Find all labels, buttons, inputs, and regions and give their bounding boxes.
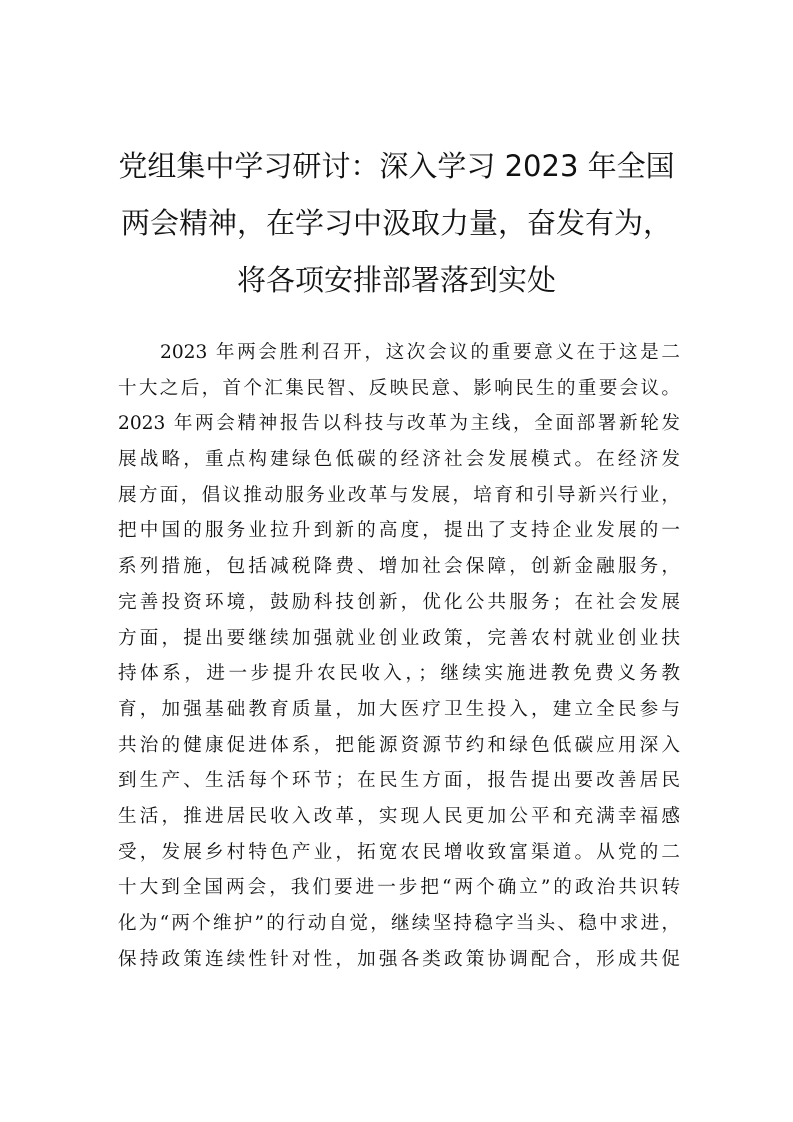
- body-line: 化为“两个维护”的行动自觉，继续坚持稳字当头、稳中求进，: [118, 913, 680, 934]
- body-line: 共治的健康促进体系，把能源资源节约和绿色低碳应用深入: [118, 734, 680, 756]
- document-title: [110, 138, 683, 309]
- body-line: 持体系，进一步提升农民收入，；继续实施进教免费义务教: [118, 663, 680, 685]
- body-line: 系列措施，包括减税降费、增加社会保障，创新金融服务，: [118, 556, 680, 578]
- body-line: 保持政策连续性针对性，加强各类政策协调配合，形成共促: [118, 948, 680, 970]
- body-line: 展方面，倡议推动服务业改革与发展，培育和引导新兴行业，: [118, 484, 680, 506]
- title-line: 两会精神，在学习中汲取力量，奋发有为，: [120, 206, 672, 240]
- body-line: 把中国的服务业拉升到新的高度，提出了支持企业发展的一: [118, 520, 680, 542]
- body-line: 展战略，重点构建绿色低碳的经济社会发展模式。在经济发: [118, 449, 680, 471]
- body-paragraph: [118, 335, 680, 977]
- body-line: 生活，推进居民收入改革，实现人民更加公平和充满幸福感: [118, 805, 680, 827]
- body-line: 受，发展乡村特色产业，拓宽农民增收致富渠道。从党的二: [118, 841, 680, 863]
- body-line: 十大之后，首个汇集民智、反映民意、影响民生的重要会议。: [118, 377, 680, 399]
- body-line: 2023 年两会胜利召开，这次会议的重要意义在于这是二: [160, 342, 680, 363]
- body-line: 十大到全国两会，我们要进一步把“两个确立”的政治共识转: [118, 877, 680, 899]
- title-line: 党组集中学习研讨：深入学习 2023 年全国: [118, 149, 675, 183]
- title-line: 将各项安排部署落到实处: [236, 263, 556, 297]
- body-line: 育，加强基础教育质量，加大医疗卫生投入，建立全民参与: [118, 698, 680, 720]
- body-line: 方面，提出要继续加强就业创业政策，完善农村就业创业扶: [118, 627, 680, 649]
- body-line: 到生产、生活每个环节；在民生方面，报告提出要改善居民: [118, 770, 680, 792]
- body-line: 2023 年两会精神报告以科技与改革为主线，全面部署新轮发: [118, 413, 680, 435]
- body-line: 完善投资环境，鼓励科技创新，优化公共服务；在社会发展: [118, 591, 680, 613]
